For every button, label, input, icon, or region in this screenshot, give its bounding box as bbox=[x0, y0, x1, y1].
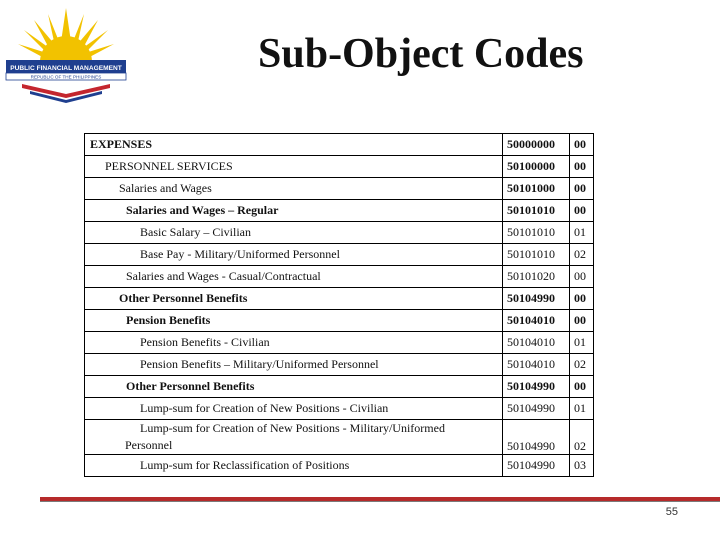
table-row bbox=[85, 288, 594, 310]
row-label bbox=[85, 420, 503, 455]
row-label: Lump-sum for Reclassification of Positions bbox=[85, 455, 503, 477]
row-subcode: 00 bbox=[569, 376, 593, 398]
table-row bbox=[85, 398, 594, 420]
table-row bbox=[85, 354, 594, 376]
row-code: 50104990 bbox=[503, 398, 570, 420]
table-row bbox=[85, 222, 594, 244]
row-code: 50104010 bbox=[503, 354, 570, 376]
row-code: 50101000 bbox=[503, 178, 570, 200]
row-subcode: 00 bbox=[569, 310, 593, 332]
row-code: 50104990 bbox=[503, 455, 570, 477]
pfm-logo bbox=[0, 0, 132, 106]
table-row bbox=[85, 244, 594, 266]
row-subcode: 01 bbox=[569, 398, 593, 420]
table-row bbox=[85, 420, 594, 455]
row-label: Lump-sum for Creation of New Positions - Civilian bbox=[85, 398, 503, 420]
row-subcode: 00 bbox=[569, 288, 593, 310]
row-subcode: 00 bbox=[569, 200, 593, 222]
row-label: Salaries and Wages - Casual/Contractual bbox=[85, 266, 503, 288]
row-subcode: 00 bbox=[569, 134, 593, 156]
sub-object-codes-table bbox=[84, 133, 594, 477]
table-row bbox=[85, 310, 594, 332]
row-subcode: 00 bbox=[569, 266, 593, 288]
row-code: 50101010 bbox=[503, 244, 570, 266]
row-code: 50000000 bbox=[503, 134, 570, 156]
table-row bbox=[85, 134, 594, 156]
row-label: Basic Salary – Civilian bbox=[85, 222, 503, 244]
row-label-line2: Personnel bbox=[125, 438, 173, 452]
page-title: Sub-Object Codes bbox=[258, 31, 584, 77]
row-code: 50104990 bbox=[503, 376, 570, 398]
logo-line1: PUBLIC FINANCIAL MANAGEMENT bbox=[10, 65, 122, 72]
row-subcode: 00 bbox=[569, 156, 593, 178]
table-row bbox=[85, 178, 594, 200]
sun-emblem-icon bbox=[0, 0, 132, 106]
table-row bbox=[85, 376, 594, 398]
table-row bbox=[85, 455, 594, 477]
logo-line2: REPUBLIC OF THE PHILIPPINES bbox=[30, 74, 102, 80]
row-subcode: 01 bbox=[569, 332, 593, 354]
row-label: Salaries and Wages bbox=[85, 178, 503, 200]
row-label: PERSONNEL SERVICES bbox=[85, 156, 503, 178]
row-label: Other Personnel Benefits bbox=[85, 376, 503, 398]
table-row bbox=[85, 156, 594, 178]
row-subcode: 00 bbox=[569, 178, 593, 200]
row-subcode: 02 bbox=[569, 420, 593, 455]
row-label: Salaries and Wages – Regular bbox=[85, 200, 503, 222]
table-row bbox=[85, 332, 594, 354]
row-code: 50100000 bbox=[503, 156, 570, 178]
row-label: Base Pay - Military/Uniformed Personnel bbox=[85, 244, 503, 266]
row-label: Other Personnel Benefits bbox=[85, 288, 503, 310]
table-row bbox=[85, 266, 594, 288]
table-row bbox=[85, 200, 594, 222]
row-subcode: 02 bbox=[569, 354, 593, 376]
footer-divider bbox=[40, 497, 720, 501]
row-code: 50101020 bbox=[503, 266, 570, 288]
row-code: 50101010 bbox=[503, 200, 570, 222]
row-subcode: 03 bbox=[569, 455, 593, 477]
row-code: 50104010 bbox=[503, 310, 570, 332]
row-subcode: 02 bbox=[569, 244, 593, 266]
row-label: EXPENSES bbox=[85, 134, 503, 156]
row-label: Pension Benefits bbox=[85, 310, 503, 332]
row-label: Pension Benefits – Military/Uniformed Personnel bbox=[85, 354, 503, 376]
row-subcode: 01 bbox=[569, 222, 593, 244]
page-number: 55 bbox=[665, 506, 678, 518]
row-label: Pension Benefits - Civilian bbox=[85, 332, 503, 354]
row-code: 50104010 bbox=[503, 332, 570, 354]
row-code: 50104990 bbox=[503, 288, 570, 310]
row-code: 50101010 bbox=[503, 222, 570, 244]
row-code: 50104990 bbox=[503, 420, 570, 455]
row-label-line1: Lump-sum for Creation of New Positions - Military/Uniformed bbox=[140, 421, 445, 435]
